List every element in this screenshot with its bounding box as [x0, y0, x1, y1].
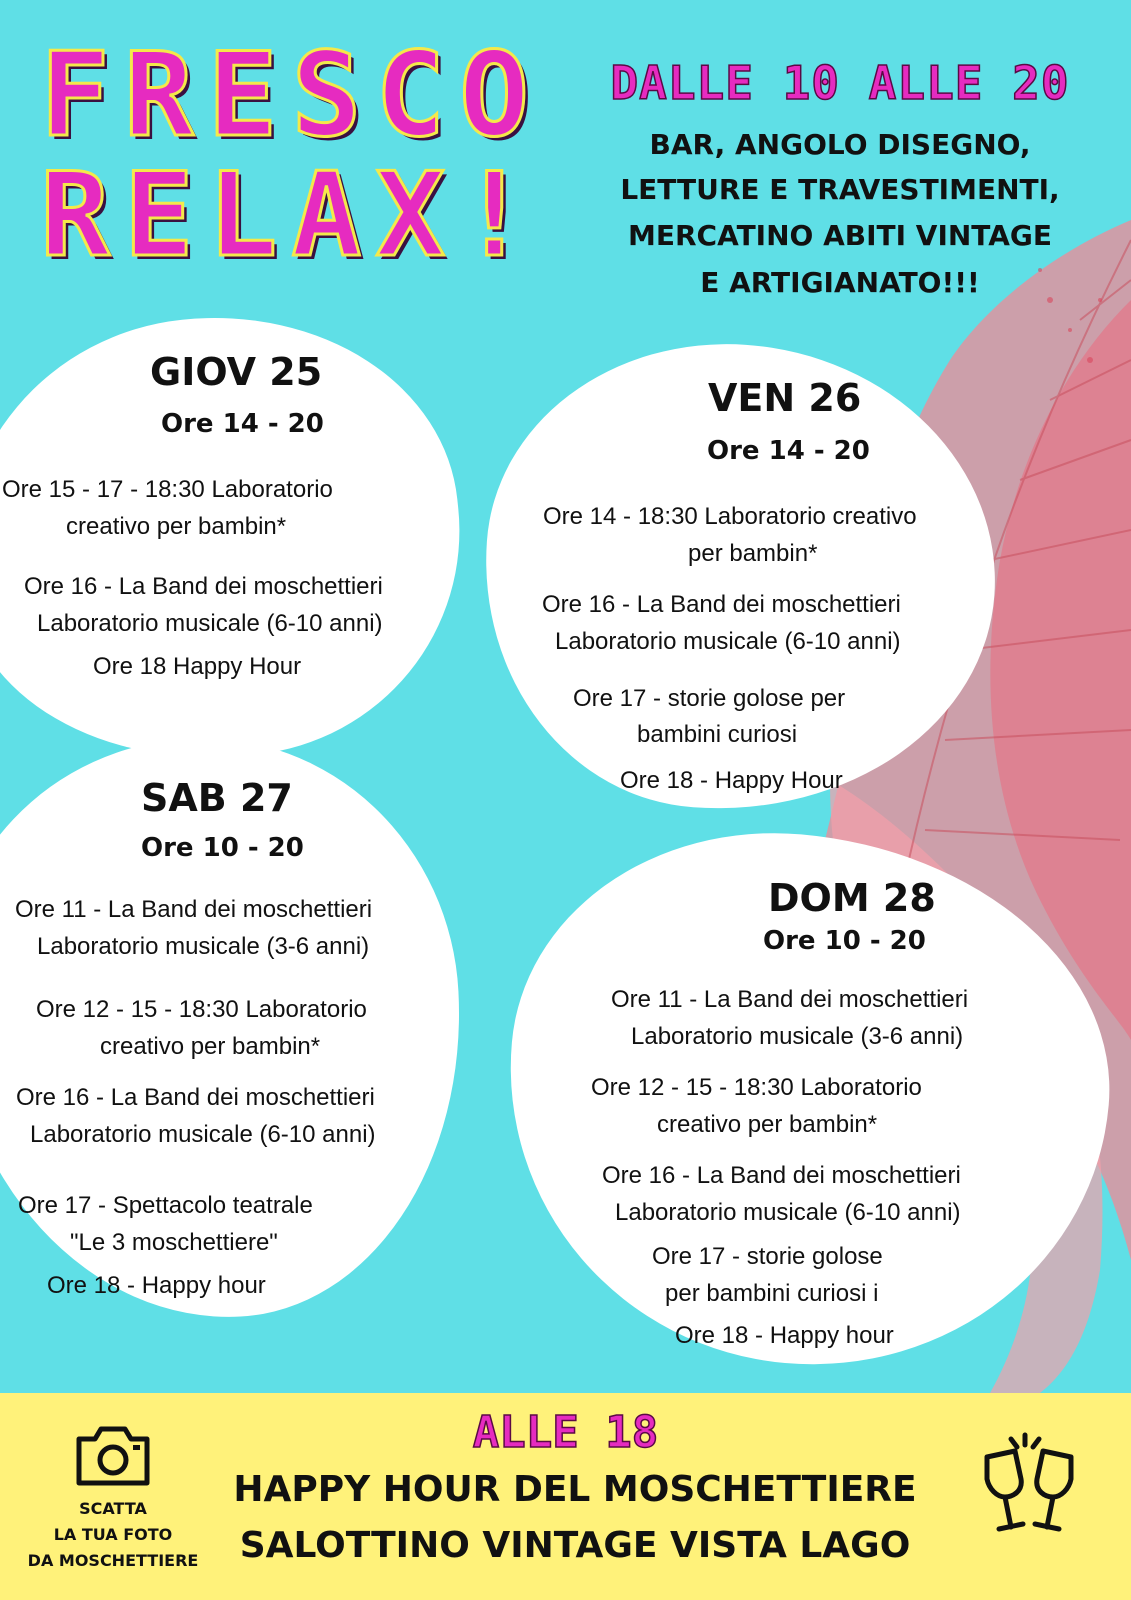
wine-glasses-icon	[975, 1431, 1085, 1543]
schedule-line: Ore 16 - La Band dei moschettieri	[24, 573, 383, 600]
day-heading: DOM 28	[768, 876, 936, 920]
schedule-line: creativo per bambin*	[657, 1111, 878, 1138]
footer-line-1: HAPPY HOUR DEL MOSCHETTIERE	[233, 1469, 917, 1510]
day-time: Ore 14 - 20	[161, 409, 324, 439]
schedule-line: Ore 16 - La Band dei moschettieri	[542, 591, 901, 618]
schedule-line: Laboratorio musicale (3-6 anni)	[37, 933, 370, 960]
schedule-line: Laboratorio musicale (6-10 anni)	[615, 1199, 961, 1226]
schedule-line: Ore 17 - storie golose per	[573, 685, 846, 712]
schedule-line: per bambini curiosi i	[665, 1280, 879, 1307]
day-heading: VEN 26	[708, 376, 862, 420]
photo-caption: DA MOSCHETTIERE	[27, 1551, 199, 1570]
schedule-line: Ore 16 - La Band dei moschettieri	[16, 1084, 375, 1111]
schedule-line: Ore 11 - La Band dei moschettieri	[611, 986, 969, 1013]
activity-line: BAR, ANGOLO DISEGNO,	[649, 128, 1031, 161]
schedule-line: Ore 18 - Happy hour	[675, 1322, 894, 1349]
schedule-line: Ore 12 - 15 - 18:30 Laboratorio	[36, 996, 367, 1023]
footer-banner	[0, 1393, 1131, 1600]
schedule-line: Ore 17 - Spettacolo teatrale	[18, 1192, 313, 1219]
schedule-line: creativo per bambin*	[100, 1033, 321, 1060]
photo-caption: LA TUA FOTO	[53, 1525, 173, 1544]
day-time: Ore 10 - 20	[763, 926, 926, 956]
schedule-line: Ore 18 - Happy hour	[47, 1272, 266, 1299]
schedule-line: Ore 12 - 15 - 18:30 Laboratorio	[591, 1074, 922, 1101]
schedule-line: Ore 17 - storie golose	[652, 1243, 883, 1270]
title-line-2: RELAX!	[40, 148, 544, 283]
day-time: Ore 10 - 20	[141, 833, 304, 863]
schedule-line: Ore 16 - La Band dei moschettieri	[602, 1162, 961, 1189]
day-time: Ore 14 - 20	[707, 436, 870, 466]
photo-caption: SCATTA	[79, 1499, 147, 1518]
schedule-line: bambini curiosi	[637, 721, 798, 748]
activity-line: LETTURE E TRAVESTIMENTI,	[620, 173, 1060, 206]
schedule-line: Laboratorio musicale (3-6 anni)	[631, 1023, 964, 1050]
day-heading: GIOV 25	[150, 350, 323, 394]
title-line-1: FRESCO	[40, 28, 544, 163]
schedule-line: Ore 18 Happy Hour	[93, 653, 302, 680]
schedule-line: "Le 3 moschettiere"	[70, 1229, 278, 1256]
schedule-line: Ore 11 - La Band dei moschettieri	[15, 896, 373, 923]
schedule-line: creativo per bambin*	[66, 513, 287, 540]
footer-line-2: SALOTTINO VINTAGE VISTA LAGO	[239, 1525, 911, 1566]
happy-hour-time: ALLE 18	[472, 1407, 659, 1458]
schedule-line: Laboratorio musicale (6-10 anni)	[555, 628, 901, 655]
activity-line: E ARTIGIANATO!!!	[700, 266, 980, 299]
activity-line: MERCATINO ABITI VINTAGE	[627, 219, 1053, 252]
camera-icon	[73, 1423, 153, 1489]
day-heading: SAB 27	[141, 776, 293, 820]
schedule-line: Laboratorio musicale (6-10 anni)	[30, 1121, 376, 1148]
schedule-line: Ore 15 - 17 - 18:30 Laboratorio	[2, 476, 333, 503]
schedule-line: Laboratorio musicale (6-10 anni)	[37, 610, 383, 637]
schedule-line: per bambin*	[688, 540, 818, 567]
opening-hours: DALLE 10 ALLE 20	[610, 56, 1070, 110]
schedule-line: Ore 18 - Happy Hour	[620, 767, 843, 794]
schedule-line: Ore 14 - 18:30 Laboratorio creativo	[543, 503, 917, 530]
